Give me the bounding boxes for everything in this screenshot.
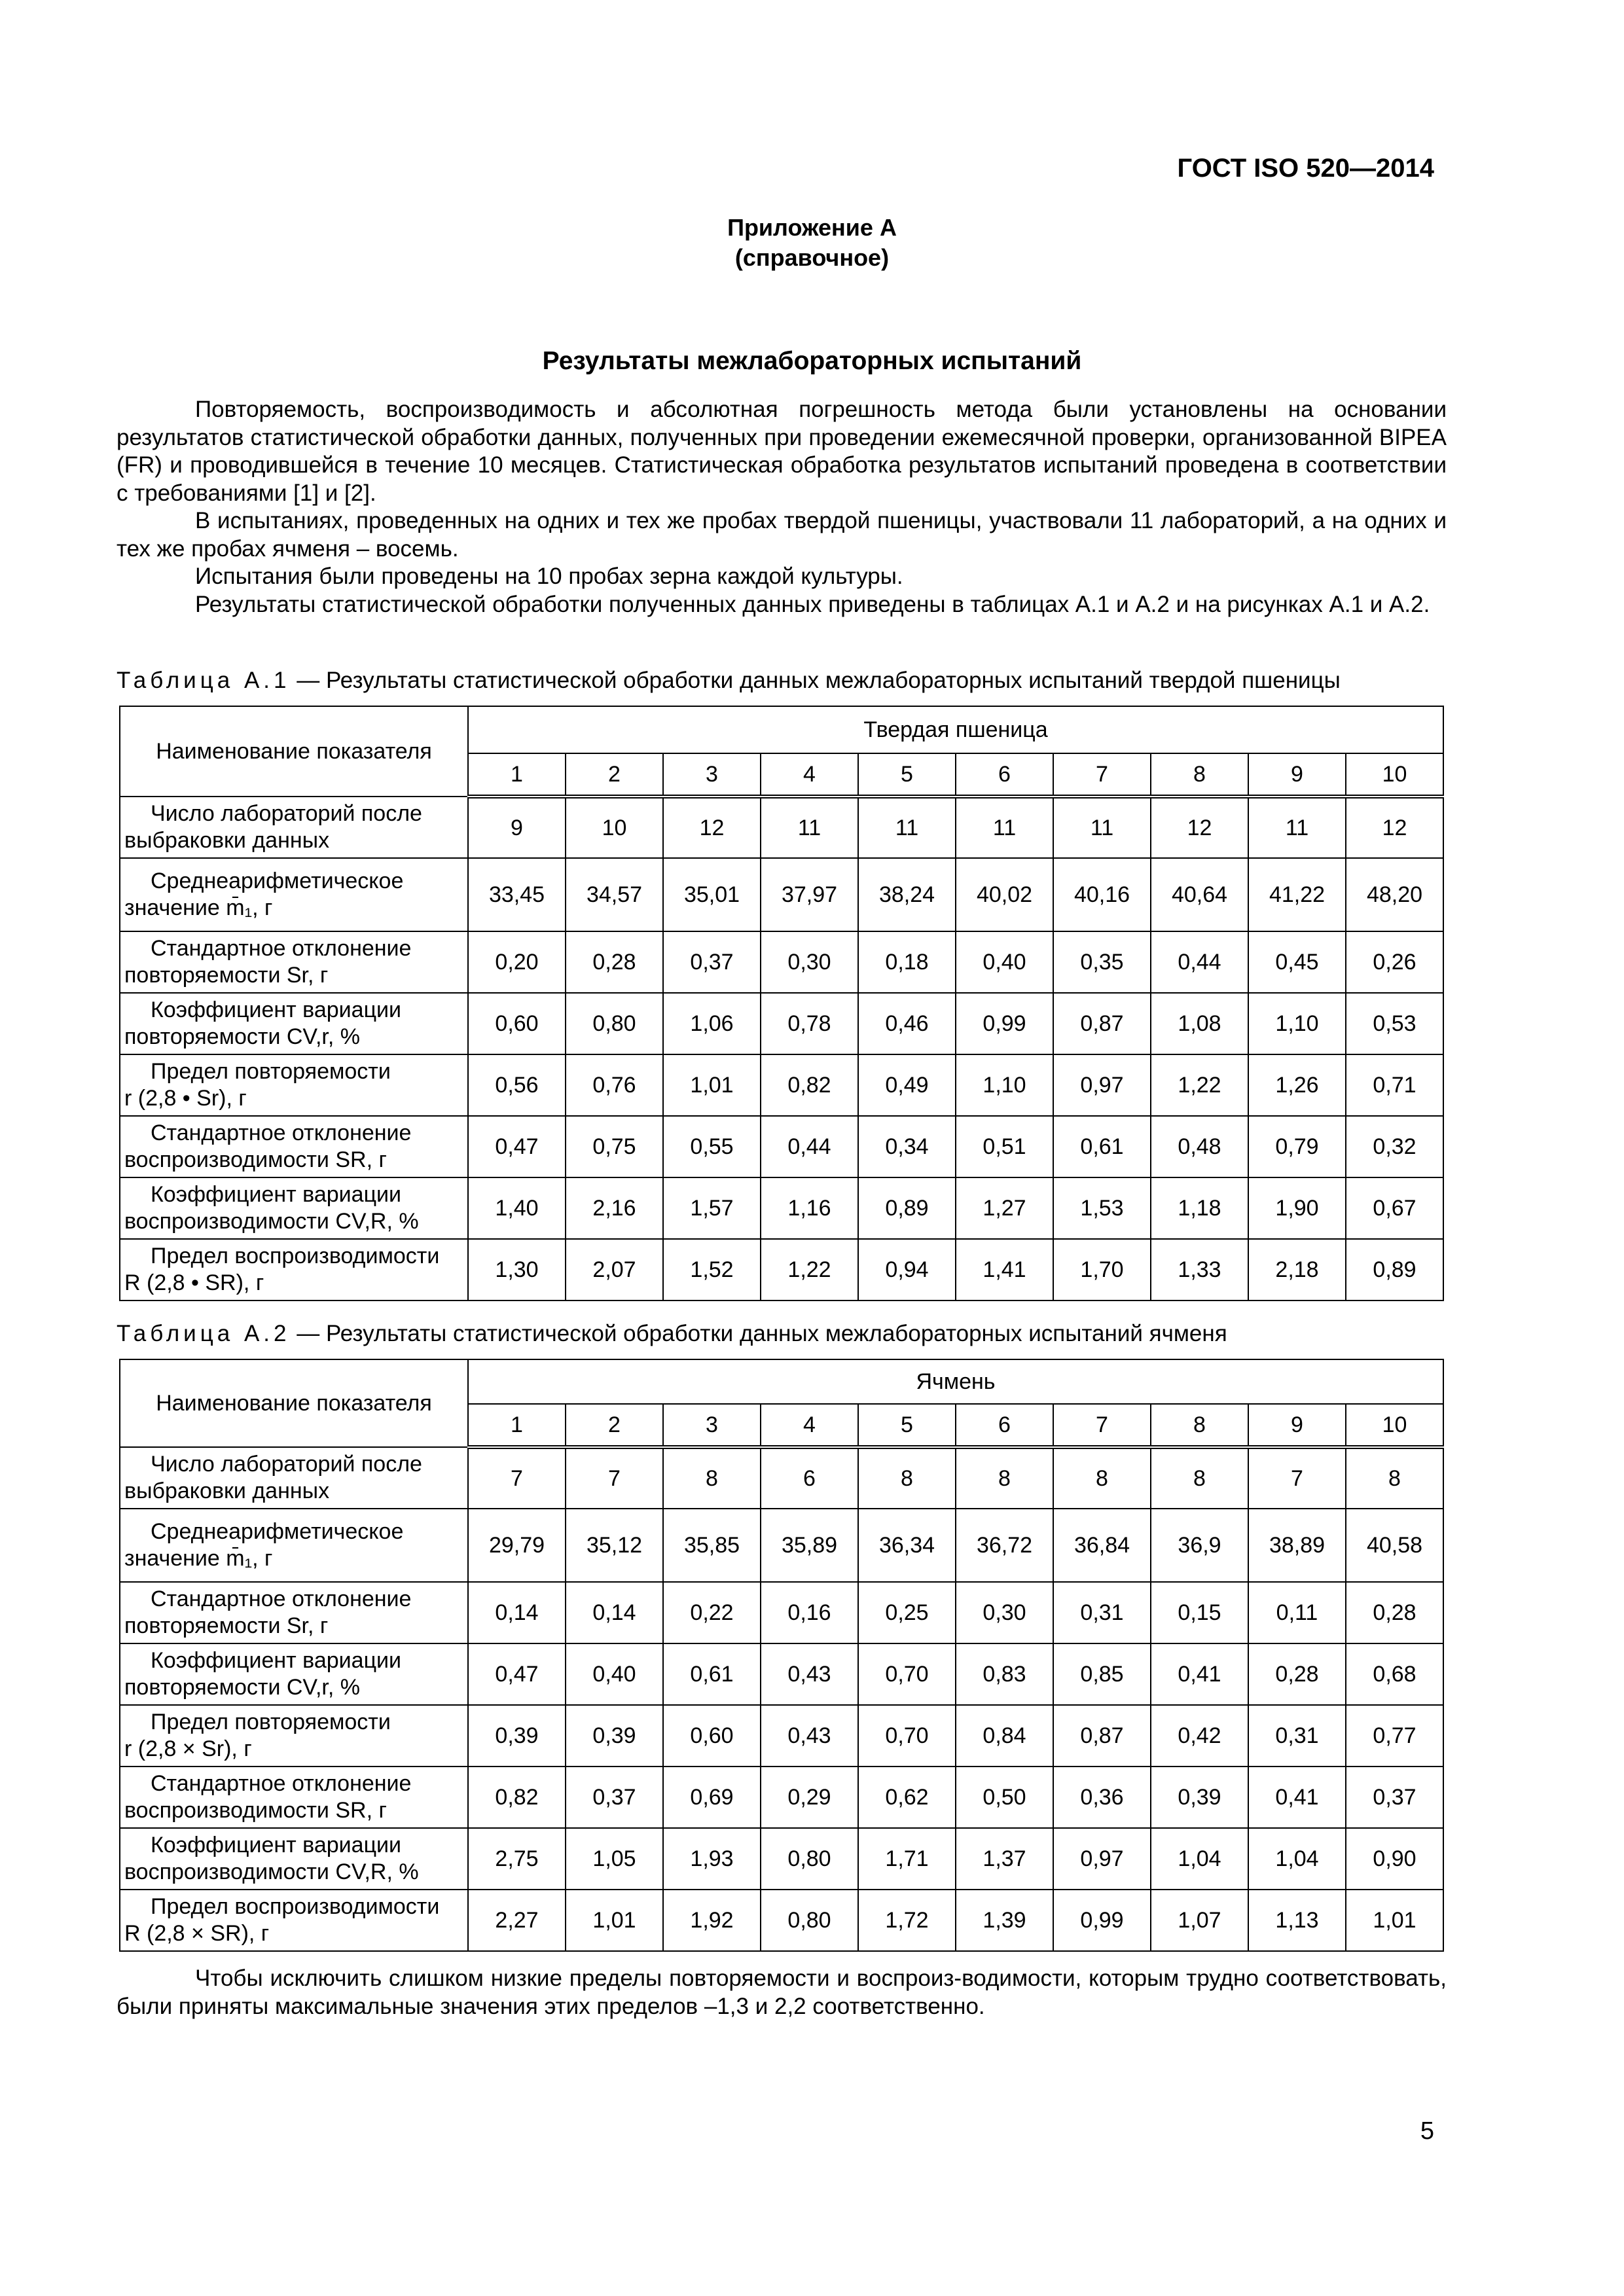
table-cell: 1,40 — [468, 1177, 566, 1239]
table-cell: 0,37 — [566, 1767, 663, 1828]
table-cell: 36,9 — [1151, 1509, 1248, 1582]
row-label-line2: значение m̄₁, г — [124, 1546, 273, 1571]
table-row — [120, 1239, 1443, 1300]
paragraph: В испытаниях, проведенных на одних и тех же пробах твердой пшеницы, участвовали 11 лабораторий, а на одних и тех же пробах ячменя – восемь. — [117, 508, 1447, 562]
table-cell: 0,36 — [1053, 1767, 1151, 1828]
table-cell: 34,57 — [566, 858, 663, 931]
column-header: 8 — [1151, 1404, 1248, 1447]
table-cell: 1,92 — [663, 1890, 761, 1951]
table-cell: 1,22 — [1151, 1054, 1248, 1116]
table-row — [120, 1767, 1443, 1828]
table-cell: 8 — [956, 1447, 1053, 1509]
table-cell: 8 — [1151, 1447, 1248, 1509]
table-cell: 2,18 — [1248, 1239, 1346, 1300]
table-cell: 8 — [858, 1447, 956, 1509]
table-row — [120, 931, 1443, 993]
table-cell: 1,22 — [761, 1239, 858, 1300]
table-cell: 1,04 — [1151, 1828, 1248, 1890]
row-label-line2: r (2,8 • Sr), г — [124, 1086, 247, 1111]
table-row — [120, 1582, 1443, 1643]
paragraph: Чтобы исключить слишком низкие пределы повторяемости и воспроиз-водимости, которым трудно соответствовать, были приняты максимальные значения этих пределов –1,3 и 2,2 соответственно. — [117, 1965, 1447, 2019]
table1-caption-label: Таблица А.1 — [117, 668, 291, 693]
row-label-line2: повторяемости CV,r, % — [124, 1675, 361, 1700]
table1-caption — [117, 668, 1341, 694]
table-cell: 0,84 — [956, 1705, 1053, 1767]
row-label-line2: повторяемости CV,r, % — [124, 1024, 361, 1049]
annex-heading — [0, 213, 1624, 273]
row-label-line2: воспроизводимости CV,R, % — [124, 1209, 419, 1234]
table-cell: 0,82 — [468, 1767, 566, 1828]
table-cell: 1,33 — [1151, 1239, 1248, 1300]
table-cell: 0,80 — [761, 1890, 858, 1951]
row-label-line1: Коэффициент вариации — [151, 1648, 402, 1673]
table-cell: 0,37 — [663, 931, 761, 993]
table-cell: 37,97 — [761, 858, 858, 931]
table-cell: 0,61 — [663, 1643, 761, 1705]
table-cell: 0,22 — [663, 1582, 761, 1643]
table-cell: 0,97 — [1053, 1054, 1151, 1116]
column-header: 7 — [1053, 1404, 1151, 1447]
table-cell: 0,77 — [1346, 1705, 1443, 1767]
table-cell: 0,47 — [468, 1643, 566, 1705]
table-cell: 0,39 — [566, 1705, 663, 1767]
row-label-line1: Предел повторяемости — [151, 1059, 391, 1084]
table-cell: 0,14 — [566, 1582, 663, 1643]
column-header: 7 — [1053, 753, 1151, 797]
table2-group-header: Ячмень — [468, 1359, 1443, 1404]
row-label-line1: Коэффициент вариации — [151, 997, 402, 1022]
column-header: 10 — [1346, 1404, 1443, 1447]
table-cell: 0,41 — [1248, 1767, 1346, 1828]
column-header: 1 — [468, 1404, 566, 1447]
row-label-line1: Среднеарифметическое — [151, 869, 404, 893]
table-cell: 11 — [761, 797, 858, 858]
table-cell: 0,20 — [468, 931, 566, 993]
table-cell: 10 — [566, 797, 663, 858]
table-row — [120, 1643, 1443, 1705]
table-cell: 0,76 — [566, 1054, 663, 1116]
table-cell: 1,30 — [468, 1239, 566, 1300]
row-label-line2: воспроизводимости CV,R, % — [124, 1859, 419, 1884]
table-cell: 0,80 — [566, 993, 663, 1054]
table-cell: 0,31 — [1053, 1582, 1151, 1643]
column-header: 3 — [663, 1404, 761, 1447]
table-cell: 1,57 — [663, 1177, 761, 1239]
row-label — [120, 1705, 468, 1767]
table-cell: 38,24 — [858, 858, 956, 931]
table1-caption-text: — Результаты статистической обработки данных межлабораторных испытаний твердой пшеницы — [290, 668, 1341, 693]
paragraph: Повторяемость, воспроизводимость и абсолютная погрешность метода были установлены на основании результатов статистической обработки данных, полученных при проведении ежемесячной проверки, организованной BIPEA (FR) и проводившейся в течение 10 месяцев. Статистическая обработка результатов испытаний проведена в соответствии с требованиями [1] и [2]. — [117, 397, 1447, 506]
column-header: 6 — [956, 753, 1053, 797]
annex-subtitle: (справочное) — [734, 244, 890, 271]
closing-text — [117, 1965, 1447, 2020]
column-header: 2 — [566, 1404, 663, 1447]
table-cell: 0,94 — [858, 1239, 956, 1300]
row-label-line1: Коэффициент вариации — [151, 1833, 402, 1857]
table-cell: 0,67 — [1346, 1177, 1443, 1239]
table-cell: 1,72 — [858, 1890, 956, 1951]
table-cell: 1,01 — [566, 1890, 663, 1951]
table-cell: 1,10 — [1248, 993, 1346, 1054]
row-label-line1: Стандартное отклонение — [151, 1121, 412, 1145]
table-cell: 1,18 — [1151, 1177, 1248, 1239]
table-cell: 1,01 — [663, 1054, 761, 1116]
row-label-line2: выбраковки данных — [124, 828, 330, 853]
row-label-line1: Предел воспроизводимости — [151, 1894, 440, 1919]
row-label-line2: повторяемости Sr, г — [124, 963, 329, 988]
table-cell: 0,69 — [663, 1767, 761, 1828]
column-header: 9 — [1248, 753, 1346, 797]
column-header: 5 — [858, 1404, 956, 1447]
table-cell: 0,25 — [858, 1582, 956, 1643]
table-cell: 1,13 — [1248, 1890, 1346, 1951]
table-cell: 0,44 — [761, 1116, 858, 1177]
table-cell: 11 — [1248, 797, 1346, 858]
row-label — [120, 1447, 468, 1509]
table-cell: 36,72 — [956, 1509, 1053, 1582]
table-cell: 0,50 — [956, 1767, 1053, 1828]
table-cell: 11 — [1053, 797, 1151, 858]
table-cell: 6 — [761, 1447, 858, 1509]
column-header: 10 — [1346, 753, 1443, 797]
table-cell: 1,27 — [956, 1177, 1053, 1239]
table-cell: 1,05 — [566, 1828, 663, 1890]
table-cell: 0,60 — [663, 1705, 761, 1767]
table-cell: 0,14 — [468, 1582, 566, 1643]
table-cell: 36,34 — [858, 1509, 956, 1582]
table-cell: 41,22 — [1248, 858, 1346, 931]
table-cell: 0,53 — [1346, 993, 1443, 1054]
row-label — [120, 1177, 468, 1239]
table-row — [120, 1177, 1443, 1239]
table-row — [120, 797, 1443, 858]
table-cell: 0,85 — [1053, 1643, 1151, 1705]
table-cell: 0,43 — [761, 1643, 858, 1705]
table-cell: 0,35 — [1053, 931, 1151, 993]
column-header: 4 — [761, 753, 858, 797]
table-cell: 0,82 — [761, 1054, 858, 1116]
table-row — [120, 1705, 1443, 1767]
row-label — [120, 1509, 468, 1582]
table-row — [120, 1447, 1443, 1509]
table-cell: 9 — [468, 797, 566, 858]
page-number: 5 — [1420, 2117, 1434, 2145]
table2-caption — [117, 1321, 1227, 1347]
intro-text — [117, 396, 1447, 619]
table-cell: 0,30 — [956, 1582, 1053, 1643]
table-cell: 35,01 — [663, 858, 761, 931]
table-cell: 0,29 — [761, 1767, 858, 1828]
table-row — [120, 858, 1443, 931]
table-cell: 2,27 — [468, 1890, 566, 1951]
table-cell: 1,37 — [956, 1828, 1053, 1890]
table-cell: 0,99 — [1053, 1890, 1151, 1951]
table-cell: 0,34 — [858, 1116, 956, 1177]
row-label — [120, 1828, 468, 1890]
table-row — [120, 1054, 1443, 1116]
row-label — [120, 1239, 468, 1300]
table-cell: 1,41 — [956, 1239, 1053, 1300]
row-label-line1: Предел воспроизводимости — [151, 1244, 440, 1268]
row-label — [120, 931, 468, 993]
column-header: 3 — [663, 753, 761, 797]
table-cell: 0,47 — [468, 1116, 566, 1177]
table-cell: 0,43 — [761, 1705, 858, 1767]
table-cell: 0,46 — [858, 993, 956, 1054]
column-header: 8 — [1151, 753, 1248, 797]
row-label-line1: Стандартное отклонение — [151, 936, 412, 961]
table-cell: 12 — [663, 797, 761, 858]
table-cell: 35,89 — [761, 1509, 858, 1582]
table-cell: 0,70 — [858, 1705, 956, 1767]
table-cell: 0,31 — [1248, 1705, 1346, 1767]
table-cell: 40,58 — [1346, 1509, 1443, 1582]
table2 — [119, 1359, 1444, 1952]
table-cell: 0,39 — [1151, 1767, 1248, 1828]
table-cell: 1,10 — [956, 1054, 1053, 1116]
table-cell: 1,90 — [1248, 1177, 1346, 1239]
table-cell: 0,70 — [858, 1643, 956, 1705]
table-cell: 1,06 — [663, 993, 761, 1054]
table-cell: 33,45 — [468, 858, 566, 931]
table-cell: 2,75 — [468, 1828, 566, 1890]
table-cell: 0,87 — [1053, 993, 1151, 1054]
table-cell: 0,62 — [858, 1767, 956, 1828]
table-cell: 0,48 — [1151, 1116, 1248, 1177]
table-cell: 0,26 — [1346, 931, 1443, 993]
table2-name-header: Наименование показателя — [120, 1359, 468, 1447]
table-cell: 0,90 — [1346, 1828, 1443, 1890]
table-cell: 1,93 — [663, 1828, 761, 1890]
row-label — [120, 797, 468, 858]
table-cell: 8 — [1053, 1447, 1151, 1509]
table-cell: 0,42 — [1151, 1705, 1248, 1767]
annex-title: Приложение А — [727, 214, 897, 241]
table-cell: 0,99 — [956, 993, 1053, 1054]
table-cell: 1,39 — [956, 1890, 1053, 1951]
table-cell: 8 — [663, 1447, 761, 1509]
table-cell: 1,70 — [1053, 1239, 1151, 1300]
table-cell: 11 — [858, 797, 956, 858]
row-label-line1: Предел повторяемости — [151, 1710, 391, 1734]
row-label — [120, 1643, 468, 1705]
table-cell: 0,41 — [1151, 1643, 1248, 1705]
table-cell: 0,11 — [1248, 1582, 1346, 1643]
table1 — [119, 706, 1444, 1301]
table-cell: 7 — [566, 1447, 663, 1509]
table-cell: 40,16 — [1053, 858, 1151, 931]
table-cell: 0,61 — [1053, 1116, 1151, 1177]
table-cell: 0,89 — [1346, 1239, 1443, 1300]
table-cell: 0,40 — [956, 931, 1053, 993]
row-label-line1: Стандартное отклонение — [151, 1587, 412, 1611]
column-header: 2 — [566, 753, 663, 797]
table-cell: 2,07 — [566, 1239, 663, 1300]
row-label-line2: выбраковки данных — [124, 1479, 330, 1503]
table-cell: 0,51 — [956, 1116, 1053, 1177]
row-label — [120, 1054, 468, 1116]
table-cell: 0,71 — [1346, 1054, 1443, 1116]
table-cell: 0,28 — [566, 931, 663, 993]
row-label-line1: Число лабораторий после — [151, 801, 422, 826]
row-label — [120, 1116, 468, 1177]
table-row — [120, 1890, 1443, 1951]
table-cell: 1,08 — [1151, 993, 1248, 1054]
paragraph: Испытания были проведены на 10 пробах зерна каждой культуры. — [195, 564, 903, 589]
row-label-line1: Стандартное отклонение — [151, 1771, 412, 1796]
row-label-line2: значение m̄₁, г — [124, 895, 273, 920]
table-cell: 40,02 — [956, 858, 1053, 931]
table-cell: 0,32 — [1346, 1116, 1443, 1177]
table-cell: 0,89 — [858, 1177, 956, 1239]
row-label-line1: Среднеарифметическое — [151, 1519, 404, 1544]
section-title: Результаты межлабораторных испытаний — [542, 347, 1082, 375]
table-cell: 12 — [1346, 797, 1443, 858]
row-label — [120, 1890, 468, 1951]
table-cell: 40,64 — [1151, 858, 1248, 931]
table-cell: 0,75 — [566, 1116, 663, 1177]
table-cell: 0,28 — [1248, 1643, 1346, 1705]
table-cell: 0,55 — [663, 1116, 761, 1177]
row-label-line2: R (2,8 × SR), г — [124, 1921, 270, 1946]
paragraph: Результаты статистической обработки полученных данных приведены в таблицах А.1 и А.2 и на рисунках А.1 и А.2. — [195, 591, 1430, 617]
table-cell: 1,53 — [1053, 1177, 1151, 1239]
table-cell: 11 — [956, 797, 1053, 858]
table-cell: 35,12 — [566, 1509, 663, 1582]
table-cell: 0,78 — [761, 993, 858, 1054]
table-cell: 0,15 — [1151, 1582, 1248, 1643]
table-cell: 0,79 — [1248, 1116, 1346, 1177]
column-header: 1 — [468, 753, 566, 797]
table-cell: 0,39 — [468, 1705, 566, 1767]
column-header: 6 — [956, 1404, 1053, 1447]
row-label-line2: воспроизводимости SR, г — [124, 1798, 387, 1823]
table-cell: 0,45 — [1248, 931, 1346, 993]
table-cell: 0,68 — [1346, 1643, 1443, 1705]
table-cell: 35,85 — [663, 1509, 761, 1582]
table-cell: 0,37 — [1346, 1767, 1443, 1828]
table2-caption-text: — Результаты статистической обработки данных межлабораторных испытаний ячменя — [290, 1321, 1227, 1346]
row-label-line1: Число лабораторий после — [151, 1452, 422, 1477]
table-cell: 0,49 — [858, 1054, 956, 1116]
row-label-line1: Коэффициент вариации — [151, 1182, 402, 1207]
table-cell: 38,89 — [1248, 1509, 1346, 1582]
table-cell: 0,28 — [1346, 1582, 1443, 1643]
table-cell: 1,04 — [1248, 1828, 1346, 1890]
table-cell: 2,16 — [566, 1177, 663, 1239]
row-label-line2: повторяемости Sr, г — [124, 1613, 329, 1638]
table-cell: 0,87 — [1053, 1705, 1151, 1767]
table-cell: 0,44 — [1151, 931, 1248, 993]
row-label — [120, 1582, 468, 1643]
table-cell: 8 — [1346, 1447, 1443, 1509]
table-cell: 0,97 — [1053, 1828, 1151, 1890]
table-cell: 1,16 — [761, 1177, 858, 1239]
column-header: 5 — [858, 753, 956, 797]
table-cell: 29,79 — [468, 1509, 566, 1582]
row-label — [120, 858, 468, 931]
table-cell: 1,07 — [1151, 1890, 1248, 1951]
table-row — [120, 1116, 1443, 1177]
table-cell: 1,71 — [858, 1828, 956, 1890]
table-cell: 0,16 — [761, 1582, 858, 1643]
table-cell: 48,20 — [1346, 858, 1443, 931]
column-header: 4 — [761, 1404, 858, 1447]
row-label-line2: воспроизводимости SR, г — [124, 1147, 387, 1172]
table-cell: 1,52 — [663, 1239, 761, 1300]
row-label-line2: r (2,8 × Sr), г — [124, 1736, 252, 1761]
table-cell: 0,80 — [761, 1828, 858, 1890]
table1-name-header: Наименование показателя — [120, 706, 468, 797]
row-label — [120, 993, 468, 1054]
row-label — [120, 1767, 468, 1828]
table-cell: 1,01 — [1346, 1890, 1443, 1951]
column-header: 9 — [1248, 1404, 1346, 1447]
row-label-line2: R (2,8 • SR), г — [124, 1270, 264, 1295]
table-cell: 0,30 — [761, 931, 858, 993]
table-cell: 0,60 — [468, 993, 566, 1054]
document-id: ГОСТ ISO 520—2014 — [1177, 154, 1434, 183]
table-cell: 36,84 — [1053, 1509, 1151, 1582]
table-row — [120, 993, 1443, 1054]
table-cell: 0,83 — [956, 1643, 1053, 1705]
table-cell: 1,26 — [1248, 1054, 1346, 1116]
table-row — [120, 1509, 1443, 1582]
table1-group-header: Твердая пшеница — [468, 706, 1443, 753]
table-cell: 0,18 — [858, 931, 956, 993]
table-cell: 7 — [468, 1447, 566, 1509]
table-cell: 12 — [1151, 797, 1248, 858]
table-cell: 0,56 — [468, 1054, 566, 1116]
table-row — [120, 1828, 1443, 1890]
table-cell: 7 — [1248, 1447, 1346, 1509]
table-cell: 0,40 — [566, 1643, 663, 1705]
table2-caption-label: Таблица А.2 — [117, 1321, 291, 1346]
